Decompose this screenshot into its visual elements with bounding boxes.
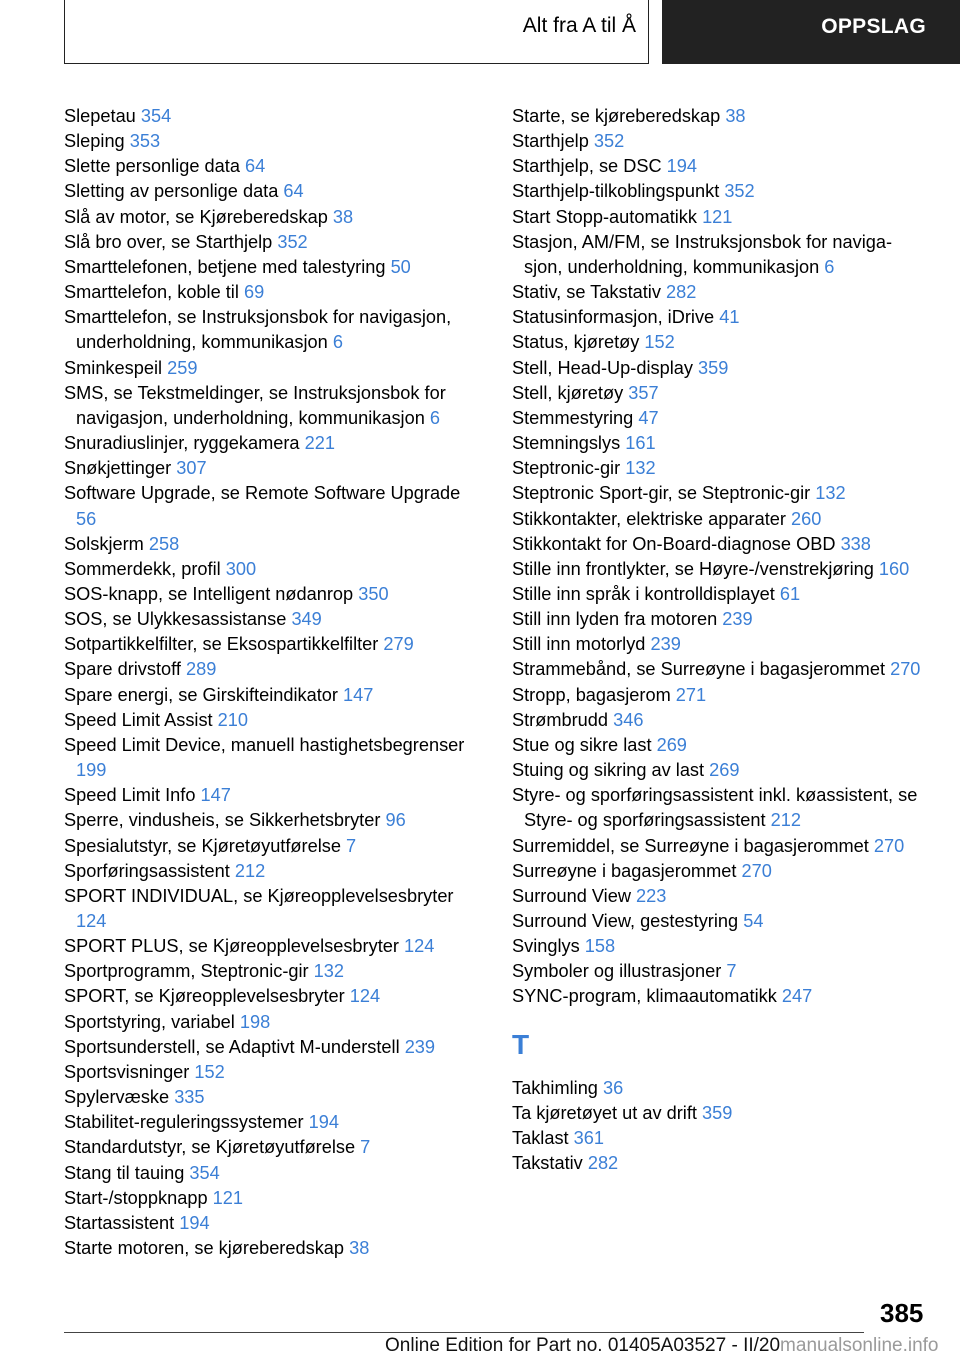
entry-term: Strømbrudd: [512, 709, 609, 730]
entry-term: Sminkespeil: [64, 357, 163, 378]
page-reference-link[interactable]: 6: [429, 407, 441, 428]
entry-term: Starte motoren, se kjøreberedskap: [64, 1238, 345, 1259]
entry-term: SMS, se Tekstmeldinger, se Instruksjonsbok for navigasjon, underholdning, kommunikasjon: [64, 382, 446, 428]
entry-term: SOS-knapp, se Intelligent nødanrop: [64, 583, 354, 604]
page-reference-link[interactable]: 6: [332, 332, 343, 353]
page-reference-link[interactable]: 352: [724, 181, 755, 202]
index-entry: [64, 381, 484, 431]
index-column-right: [512, 104, 922, 1176]
entry-term: Sportsvisninger: [64, 1061, 190, 1082]
index-entry: [64, 431, 484, 456]
page-reference-link[interactable]: 199: [76, 760, 107, 781]
header-chapter-box: [662, 0, 960, 64]
entry-term: Stikkontakt for On-Board-diagnose OBD: [512, 533, 836, 554]
index-entry: [64, 1010, 484, 1035]
page-reference-link[interactable]: 349: [291, 609, 322, 630]
index-entry: [512, 154, 922, 179]
page-reference-link[interactable]: 124: [404, 936, 435, 957]
page-reference-link[interactable]: 247: [781, 986, 813, 1007]
index-entry: [64, 205, 484, 230]
entry-term: Speed Limit Device, manuell hastighetsbegrenser: [64, 734, 465, 755]
page-reference-link[interactable]: 260: [791, 508, 822, 529]
index-entry: [64, 532, 484, 557]
page-reference-link[interactable]: 56: [76, 508, 97, 529]
entry-term: Slå av motor, se Kjøreberedskap: [64, 206, 328, 227]
index-entry: [512, 959, 922, 984]
index-column-left: [64, 104, 484, 1261]
index-entry: [512, 783, 922, 833]
index-entry: [64, 934, 484, 959]
entry-term: Sotpartikkelfilter, se Eksospartikkelfilter: [64, 634, 379, 655]
page-reference-link[interactable]: 258: [148, 533, 180, 554]
entry-term: Stuing og sikring av last: [512, 760, 705, 781]
page-reference-link[interactable]: 359: [702, 1102, 733, 1123]
entry-term: Start Stopp-automatikk: [512, 206, 697, 227]
entry-term: Software Upgrade, se Remote Software Upgrade: [64, 483, 461, 504]
entry-term: Smarttelefon, koble til: [64, 282, 239, 303]
page-reference-link[interactable]: 36: [602, 1077, 624, 1098]
entry-term: Sportstyring, variabel: [64, 1011, 235, 1032]
entry-term: Surremiddel, se Surreøyne i bagasjerommet: [512, 835, 869, 856]
entry-term: Speed Limit Assist: [64, 709, 213, 730]
index-entry: [512, 733, 922, 758]
page-reference-link[interactable]: 221: [304, 433, 335, 454]
index-entry: [512, 1101, 922, 1126]
page-reference-link[interactable]: 38: [349, 1238, 370, 1259]
index-entry: [512, 683, 922, 708]
entry-term: Sommerdekk, profil: [64, 558, 221, 579]
entry-term: Status, kjøretøy: [512, 332, 640, 353]
index-entry: [64, 456, 484, 481]
header-section-box: [64, 0, 649, 64]
index-entry: [64, 733, 484, 783]
index-entry: [64, 305, 484, 355]
entry-term: Still inn motorlyd: [512, 634, 646, 655]
entry-term: Slette personlige data: [64, 156, 240, 177]
entry-term: Styre- og sporføringsassistent inkl. køassistent, se Styre- og sporføringsassistent: [512, 785, 918, 831]
index-entry: [64, 884, 484, 934]
entry-term: Sportprogramm, Steptronic-gir: [64, 961, 309, 982]
index-entry: [512, 582, 922, 607]
page-reference-link[interactable]: 357: [628, 382, 659, 403]
page-reference-link[interactable]: 352: [593, 131, 625, 152]
footer-watermark: manualsonline.info: [780, 1335, 939, 1356]
entry-term: Ta kjøretøyet ut av drift: [512, 1102, 697, 1123]
index-entry: [512, 532, 922, 557]
page-reference-link[interactable]: 307: [176, 458, 207, 479]
page-reference-link[interactable]: 61: [779, 583, 801, 604]
page-reference-link[interactable]: 338: [840, 533, 871, 554]
entry-term: Statusinformasjon, iDrive: [512, 307, 715, 328]
page-reference-link[interactable]: 124: [76, 911, 107, 931]
page-reference-link[interactable]: 350: [358, 583, 389, 604]
index-entry: [512, 406, 922, 431]
index-entry: [64, 834, 484, 859]
entry-term: Speed Limit Info: [64, 785, 196, 806]
entry-term: Starte, se kjøreberedskap: [512, 106, 721, 126]
entry-term: Smarttelefonen, betjene med talestyring: [64, 256, 386, 277]
page-reference-link[interactable]: 152: [194, 1061, 225, 1082]
entry-term: SPORT, se Kjøreopplevelsesbryter: [64, 986, 345, 1007]
page-reference-link[interactable]: 335: [174, 1087, 205, 1108]
entry-term: Svinglys: [512, 936, 580, 957]
index-entry: [64, 607, 484, 632]
index-entry: [512, 507, 922, 532]
entry-term: Stemningslys: [512, 433, 621, 454]
page-reference-link[interactable]: 269: [656, 734, 687, 755]
index-entry: [512, 305, 922, 330]
page-reference-link[interactable]: 132: [313, 961, 345, 982]
entry-term: Spare energi, se Girskifteindikator: [64, 684, 338, 705]
index-entry: [64, 104, 484, 129]
index-entry: [512, 1126, 922, 1151]
index-entry: [512, 984, 922, 1009]
index-entry: [512, 834, 922, 859]
index-entry: [64, 657, 484, 682]
index-entry: [512, 129, 922, 154]
entry-term: Smarttelefon, se Instruksjonsbok for navigasjon, underholdning, kommunikasjon: [64, 307, 452, 353]
page-reference-link[interactable]: 354: [189, 1162, 220, 1183]
index-entry: [64, 179, 484, 204]
page-reference-link[interactable]: 239: [404, 1036, 436, 1057]
page-reference-link[interactable]: 64: [245, 156, 266, 177]
index-entry: [64, 808, 484, 833]
page-reference-link[interactable]: 289: [186, 659, 217, 680]
index-entry: [512, 657, 922, 682]
section-letter: T: [512, 1028, 530, 1060]
entry-term: Still inn lyden fra motoren: [512, 609, 718, 630]
index-entry: [512, 859, 922, 884]
page-reference-link[interactable]: 354: [140, 106, 172, 126]
page-reference-link[interactable]: 158: [584, 936, 616, 957]
index-entry: [64, 859, 484, 884]
index-entry: [512, 481, 922, 506]
entry-term: Stropp, bagasjerom: [512, 684, 671, 705]
page-reference-link[interactable]: 7: [726, 961, 737, 982]
index-entry: [512, 934, 922, 959]
page-reference-link[interactable]: 353: [129, 131, 161, 152]
index-entry: [512, 884, 922, 909]
page-reference-link[interactable]: 279: [383, 634, 414, 655]
page-reference-link[interactable]: 161: [625, 433, 656, 454]
entry-term: Sporføringsassistent: [64, 860, 230, 881]
index-entry: [64, 481, 484, 531]
page-reference-link[interactable]: 271: [675, 684, 707, 705]
entry-term: Surround View, gestestyring: [512, 911, 739, 931]
entry-term: SYNC-program, klimaautomatikk: [512, 986, 777, 1007]
index-entry: [64, 230, 484, 255]
section-title: Alt fra A til Å: [522, 14, 636, 37]
page-reference-link[interactable]: 282: [666, 282, 697, 303]
entry-term: SPORT PLUS, se Kjøreopplevelsesbryter: [64, 936, 399, 957]
page-reference-link[interactable]: 6: [824, 256, 835, 277]
page-reference-link[interactable]: 124: [349, 986, 381, 1007]
page-reference-link[interactable]: 69: [243, 282, 265, 303]
index-entry: [64, 1060, 484, 1085]
index-entry: [64, 984, 484, 1009]
page-reference-link[interactable]: 7: [346, 835, 357, 856]
entry-term: Solskjerm: [64, 533, 144, 554]
index-entry: [64, 1035, 484, 1060]
entry-term: Surround View: [512, 885, 631, 906]
page-reference-link[interactable]: 361: [573, 1127, 605, 1148]
page-reference-link[interactable]: 346: [613, 709, 644, 730]
index-entry: [512, 280, 922, 305]
index-entry: [512, 456, 922, 481]
index-entry: [512, 1076, 922, 1101]
index-list-t: [512, 1076, 922, 1177]
page-reference-link[interactable]: 121: [212, 1187, 243, 1208]
entry-term: Snuradiuslinjer, ryggekamera: [64, 433, 300, 454]
entry-term: Stasjon, AM/FM, se Instruksjonsbok for navigasjon, underholdning, kommunikasjon: [512, 231, 893, 277]
entry-term: Stell, kjøretøy: [512, 382, 624, 403]
page-reference-link[interactable]: 359: [698, 357, 729, 378]
entry-term: Sletting av personlige data: [64, 181, 279, 202]
entry-term: Spare drivstoff: [64, 659, 181, 680]
index-entry: [64, 1161, 484, 1186]
page-reference-link[interactable]: 160: [878, 558, 910, 579]
index-entry: [64, 1236, 484, 1261]
page-reference-link[interactable]: 300: [225, 558, 257, 579]
page-reference-link[interactable]: 64: [283, 181, 304, 202]
page-reference-link[interactable]: 239: [650, 634, 681, 655]
entry-term: Slå bro over, se Starthjelp: [64, 231, 273, 252]
entry-term: Sportsunderstell, se Adaptivt M-understell: [64, 1036, 400, 1057]
entry-term: Stemmestyring: [512, 407, 634, 428]
index-entry: [512, 557, 922, 582]
entry-term: Steptronic Sport-gir, se Steptronic-gir: [512, 483, 811, 504]
index-entry: [512, 708, 922, 733]
page-reference-link[interactable]: 270: [890, 659, 921, 680]
page-reference-link[interactable]: 152: [644, 332, 675, 353]
index-entry: [64, 154, 484, 179]
footer-edition: Online Edition for Part no. 01405A03527 - II/20: [385, 1335, 781, 1356]
entry-term: SOS, se Ulykkesassistanse: [64, 609, 287, 630]
entry-term: Stikkontakter, elektriske apparater: [512, 508, 786, 529]
index-entry: [512, 758, 922, 783]
index-entry: [64, 783, 484, 808]
index-entry: [512, 179, 922, 204]
chapter-title: OPPSLAG: [821, 15, 926, 38]
index-entry: [64, 683, 484, 708]
index-entry: [512, 205, 922, 230]
page-reference-link[interactable]: 352: [277, 231, 308, 252]
entry-term: Sperre, vindusheis, se Sikkerhetsbryter: [64, 810, 381, 831]
entry-term: Takstativ: [512, 1153, 583, 1174]
index-entry: [64, 1110, 484, 1135]
page-reference-link[interactable]: 212: [770, 810, 802, 831]
index-entry: [512, 607, 922, 632]
index-entry: [64, 356, 484, 381]
page-reference-link[interactable]: 270: [741, 860, 772, 881]
index-entry: [64, 280, 484, 305]
entry-term: Snøkjettinger: [64, 458, 172, 479]
entry-term: Starthjelp, se DSC: [512, 156, 662, 177]
entry-term: Stabilitet-reguleringssystemer: [64, 1112, 304, 1133]
index-entry: [512, 381, 922, 406]
entry-term: Spesialutstyr, se Kjøretøyutførelse: [64, 835, 341, 856]
page-reference-link[interactable]: 96: [385, 810, 406, 831]
entry-term: Slepetau: [64, 106, 136, 126]
entry-term: Stell, Head-Up-display: [512, 357, 693, 378]
index-entry: [64, 255, 484, 280]
entry-term: Strammebånd, se Surreøyne i bagasjerommet: [512, 659, 886, 680]
entry-term: Takhimling: [512, 1077, 598, 1098]
page-reference-link[interactable]: 194: [179, 1212, 210, 1233]
page-reference-link[interactable]: 194: [666, 156, 698, 177]
index-entry: [512, 230, 922, 280]
index-entry: [64, 582, 484, 607]
entry-term: Startassistent: [64, 1212, 175, 1233]
page-reference-link[interactable]: 132: [815, 483, 846, 504]
index-list-s: [512, 104, 922, 1010]
index-entry: [64, 557, 484, 582]
page-reference-link[interactable]: 47: [638, 407, 659, 428]
index-entry: [512, 909, 922, 934]
index-entry: [64, 1186, 484, 1211]
entry-term: Start-/stoppknapp: [64, 1187, 208, 1208]
footer: [385, 1335, 939, 1357]
index-entry: [64, 632, 484, 657]
entry-term: Starthjelp-tilkoblingspunkt: [512, 181, 720, 202]
entry-term: Taklast: [512, 1127, 569, 1148]
index-entry: [512, 330, 922, 355]
entry-term: Starthjelp: [512, 131, 589, 152]
index-entry: [64, 129, 484, 154]
index-entry: [64, 708, 484, 733]
page-reference-link[interactable]: 259: [167, 357, 198, 378]
index-entry: [512, 356, 922, 381]
page-reference-link[interactable]: 270: [873, 835, 905, 856]
footer-divider: [64, 1332, 864, 1333]
index-entry: [64, 1085, 484, 1110]
page-reference-link[interactable]: 239: [722, 609, 753, 630]
entry-term: Sleping: [64, 131, 125, 152]
entry-term: SPORT INDIVIDUAL, se Kjøreopplevelsesbryter: [64, 885, 454, 906]
entry-term: Stue og sikre last: [512, 734, 652, 755]
index-entry: [64, 1211, 484, 1236]
entry-term: Symboler og illustrasjoner: [512, 961, 722, 982]
page-reference-link[interactable]: 194: [308, 1112, 339, 1133]
entry-term: Stille inn språk i kontrolldisplayet: [512, 583, 775, 604]
entry-term: Stang til tauing: [64, 1162, 185, 1183]
entry-term: Stille inn frontlykter, se Høyre-/venstrekjøring: [512, 558, 874, 579]
page-reference-link[interactable]: 282: [587, 1153, 619, 1174]
page-reference-link[interactable]: 198: [239, 1011, 271, 1032]
index-entry: [512, 1151, 922, 1176]
page-reference-link[interactable]: 269: [709, 760, 740, 781]
page-reference-link[interactable]: 212: [234, 860, 266, 881]
entry-term: Surreøyne i bagasjerommet: [512, 860, 737, 881]
entry-term: Steptronic-gir: [512, 458, 621, 479]
page-number: 385: [880, 1298, 924, 1328]
index-entry: [64, 959, 484, 984]
index-entry: [512, 431, 922, 456]
entry-term: Stativ, se Takstativ: [512, 282, 661, 303]
entry-term: Standardutstyr, se Kjøretøyutførelse: [64, 1137, 356, 1158]
entry-term: Spylervæske: [64, 1087, 170, 1108]
index-entry: [512, 632, 922, 657]
index-entry: [64, 1135, 484, 1160]
page-reference-link[interactable]: 38: [725, 106, 746, 126]
page-reference-link[interactable]: 50: [390, 256, 411, 277]
page-reference-link[interactable]: 7: [360, 1137, 371, 1158]
page-reference-link[interactable]: 54: [743, 911, 764, 931]
page-reference-link[interactable]: 132: [625, 458, 656, 479]
page-reference-link[interactable]: 38: [332, 206, 354, 227]
page-reference-link[interactable]: 147: [343, 684, 374, 705]
page-reference-link[interactable]: 147: [200, 785, 231, 806]
page-reference-link[interactable]: 210: [217, 709, 249, 730]
index-entry: [512, 104, 922, 129]
page-reference-link[interactable]: 121: [702, 206, 733, 227]
page-reference-link[interactable]: 223: [636, 885, 667, 906]
page-reference-link[interactable]: 41: [719, 307, 740, 328]
